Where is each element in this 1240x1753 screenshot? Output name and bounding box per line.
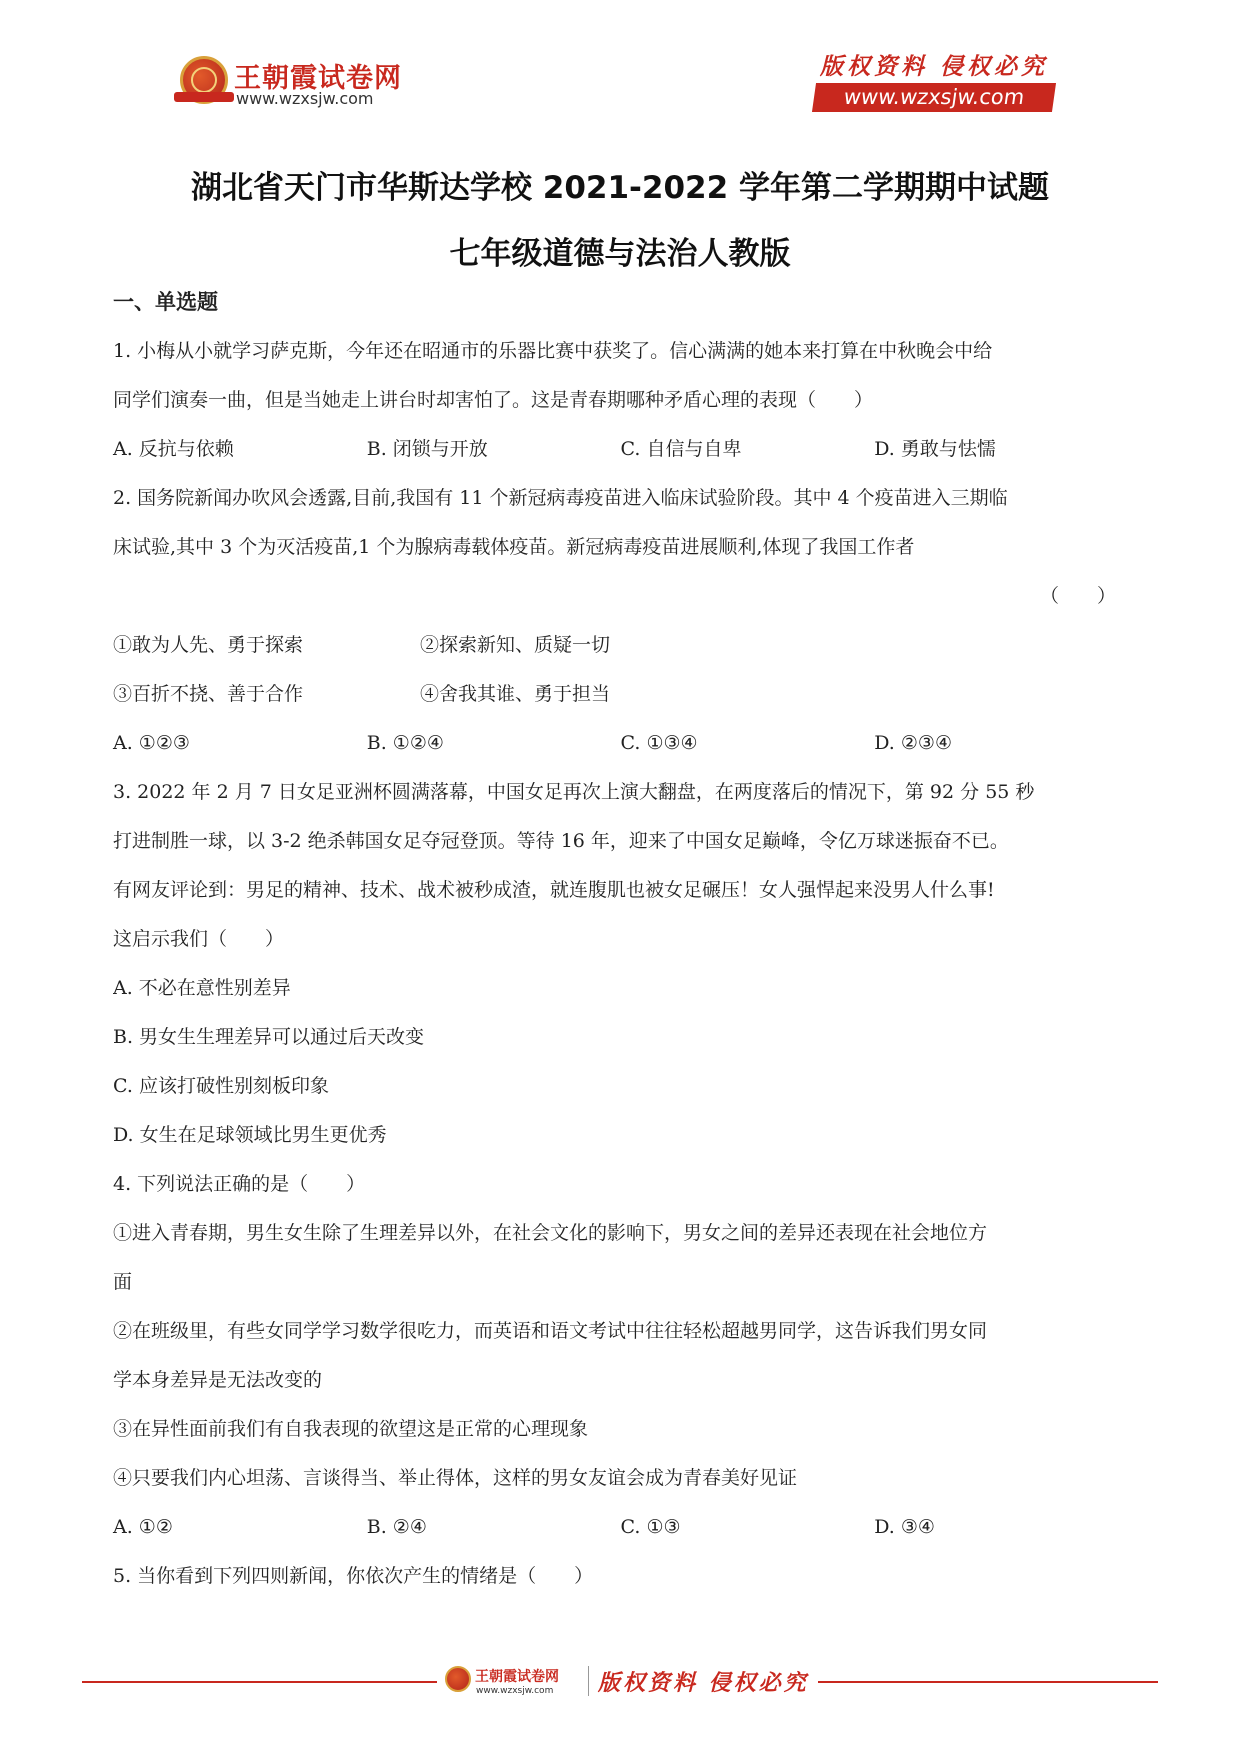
footer-copyright: 版权资料 侵权必究 bbox=[598, 1670, 809, 1696]
statement-2: ②在班级里，有些女同学学习数学很吃力，而英语和语文考试中往往轻松超越男同学，这告诉我们男女同 bbox=[113, 1320, 988, 1342]
statement-1: ①敢为人先、勇于探索 bbox=[113, 634, 304, 656]
question-text: 有网友评论到：男足的精神、技术、战术被秒成渣，就连腹肌也被女足碾压！女人强悍起来没男人什么事! bbox=[113, 879, 995, 901]
option-c: C. ①③④ bbox=[620, 732, 698, 754]
footer-seal-icon bbox=[445, 1666, 471, 1692]
statement-2-cont: 学本身差异是无法改变的 bbox=[113, 1369, 323, 1391]
question-3 bbox=[113, 768, 1128, 1160]
statement-1-cont: 面 bbox=[113, 1271, 133, 1293]
logo-ribbon bbox=[174, 92, 234, 102]
option-a: A. 不必在意性别差异 bbox=[113, 977, 291, 999]
option-b: B. 男女生生理差异可以通过后天改变 bbox=[113, 1026, 425, 1048]
option-d: D. ③④ bbox=[874, 1516, 935, 1538]
page-header bbox=[0, 0, 1240, 125]
exam-content bbox=[113, 287, 1128, 1601]
option-b: B. ①②④ bbox=[366, 732, 444, 754]
statements-row bbox=[113, 670, 1128, 719]
question-text: 1. 小梅从小就学习萨克斯，今年还在昭通市的乐器比赛中获奖了。信心满满的她本来打算在中秋晚会中给 bbox=[113, 340, 993, 362]
option-d: D. 女生在足球领域比男生更优秀 bbox=[113, 1124, 387, 1146]
question-text: 3. 2022 年 2 月 7 日女足亚洲杯圆满落幕，中国女足再次上演大翻盘，在两度落后的情况下，第 92 分 55 秒 bbox=[113, 781, 1035, 803]
option-a: A. 反抗与依赖 bbox=[113, 438, 234, 460]
question-1 bbox=[113, 327, 1128, 474]
document-subtitle: 七年级道德与法治人教版 bbox=[449, 236, 791, 272]
statement-3: ③百折不挠、善于合作 bbox=[113, 683, 304, 705]
logo-url: www.wzxsjw.com bbox=[236, 89, 374, 108]
option-d: D. 勇敢与怯懦 bbox=[874, 438, 996, 460]
footer-divider bbox=[588, 1666, 589, 1696]
option-c: C. ①③ bbox=[620, 1516, 681, 1538]
footer-logo-url: www.wzxsjw.com bbox=[476, 1686, 554, 1696]
statements-row bbox=[113, 621, 1128, 670]
question-text: 5. 当你看到下列四则新闻，你依次产生的情绪是（ ） bbox=[113, 1565, 594, 1587]
option-d: D. ②③④ bbox=[874, 732, 952, 754]
statement-2: ②探索新知、质疑一切 bbox=[420, 634, 611, 656]
question-text: 打进制胜一球，以 3-2 绝杀韩国女足夺冠登顶。等待 16 年，迎来了中国女足巅峰，令亿万球迷振奋不已。 bbox=[113, 830, 1009, 852]
question-text: 床试验,其中 3 个为灭活疫苗,1 个为腺病毒载体疫苗。新冠病毒疫苗进展顺利,体现了我国工作者 bbox=[113, 536, 915, 558]
option-c: C. 应该打破性别刻板印象 bbox=[113, 1075, 329, 1097]
option-a: A. ①② bbox=[113, 1516, 173, 1538]
options-row bbox=[113, 1503, 1128, 1552]
option-b: B. 闭锁与开放 bbox=[366, 438, 488, 460]
question-2 bbox=[113, 474, 1128, 768]
copyright-url: www.wzxsjw.com bbox=[812, 83, 1056, 112]
question-text: 这启示我们（ ） bbox=[113, 928, 285, 950]
statement-3: ③在异性面前我们有自我表现的欲望这是正常的心理现象 bbox=[113, 1418, 589, 1440]
page-footer bbox=[0, 1660, 1240, 1704]
logo-name: 王朝霞试卷网 bbox=[234, 63, 402, 94]
copyright-text: 版权资料 侵权必究 bbox=[819, 53, 1048, 80]
footer-rule-right bbox=[818, 1681, 1158, 1683]
option-b: B. ②④ bbox=[366, 1516, 427, 1538]
question-text: 2. 国务院新闻办吹风会透露,目前,我国有 11 个新冠病毒疫苗进入临床试验阶段。其中 4 个疫苗进入三期临 bbox=[113, 487, 1008, 509]
statement-1: ①进入青春期，男生女生除了生理差异以外，在社会文化的影响下，男女之间的差异还表现在社会地位方 bbox=[113, 1222, 988, 1244]
question-text: 4. 下列说法正确的是（ ） bbox=[113, 1173, 366, 1195]
answer-blank: （ ） bbox=[1039, 585, 1116, 607]
statement-4: ④舍我其谁、勇于担当 bbox=[420, 683, 611, 705]
question-text: 同学们演奏一曲，但是当她走上讲台时却害怕了。这是青春期哪种矛盾心理的表现（ ） bbox=[113, 389, 874, 411]
option-a: A. ①②③ bbox=[113, 732, 190, 754]
option-c: C. 自信与自卑 bbox=[620, 438, 742, 460]
question-5 bbox=[113, 1552, 1128, 1601]
footer-rule-left bbox=[82, 1681, 437, 1683]
statement-4: ④只要我们内心坦荡、言谈得当、举止得体，这样的男女友谊会成为青春美好见证 bbox=[113, 1467, 798, 1489]
copyright-block bbox=[814, 48, 1054, 112]
section-heading: 一、单选题 bbox=[113, 290, 218, 314]
options-row bbox=[113, 425, 1128, 474]
site-logo bbox=[180, 52, 430, 112]
options-row bbox=[113, 719, 1128, 768]
footer-logo-name: 王朝霞试卷网 bbox=[475, 1669, 559, 1685]
question-4 bbox=[113, 1160, 1128, 1552]
footer-logo bbox=[445, 1664, 585, 1700]
document-title: 湖北省天门市华斯达学校 2021-2022 学年第二学期期中试题 bbox=[190, 170, 1049, 206]
